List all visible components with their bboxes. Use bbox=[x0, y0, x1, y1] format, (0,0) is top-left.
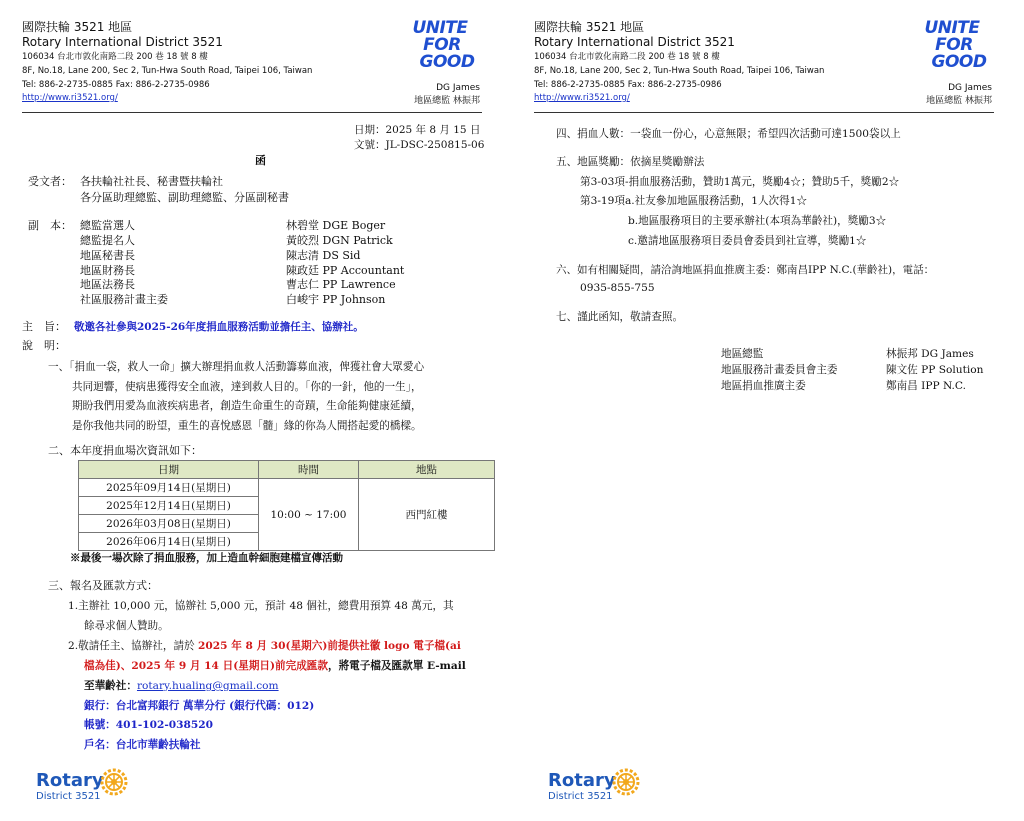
unite-for-good-logo bbox=[907, 20, 997, 71]
logo-line: UNITE bbox=[412, 18, 468, 38]
account-name: 戶名：台北市華齡扶輪社 bbox=[84, 739, 201, 751]
signature-title: 地區總監 bbox=[721, 348, 764, 360]
governor-block bbox=[926, 82, 992, 108]
cc-name: 陳政廷 PP Accountant bbox=[286, 264, 405, 277]
column-header-time: 時間 bbox=[259, 461, 359, 479]
address-cn: 106034 台北市敦化南路二段 200 巷 18 號 8 樓 bbox=[534, 52, 720, 62]
section-1-line: 共同迴響，使病患獲得安全血液，達到救人目的。「你的一針，他的一生」， bbox=[72, 380, 422, 393]
section-1 bbox=[48, 358, 424, 436]
section-1-line: 是你我他共同的盼望，重生的喜悅感恩「髓」緣的你為人間搭起愛的橋樑。 bbox=[72, 419, 422, 432]
tel-fax: Tel: 886-2-2735-0885 Fax: 886-2-2735-0986 bbox=[534, 80, 722, 90]
section-5-line-3: b.地區服務項目的主要承辦社(本項為華齡社)，獎勵3☆ bbox=[628, 215, 887, 227]
section-3-item-1: 1.主辦社 10,000 元，協辦社 5,000 元，預計 48 個社，總費用預算 48 萬元，其 bbox=[68, 600, 454, 612]
email-link[interactable]: rotary.hualing@gmail.com bbox=[136, 680, 279, 692]
page-gap bbox=[506, 0, 518, 821]
tel-fax: Tel: 886-2-2735-0885 Fax: 886-2-2735-0986 bbox=[22, 80, 210, 90]
org-name-en: Rotary International District 3521 bbox=[534, 35, 735, 49]
header-divider bbox=[22, 112, 482, 113]
cc-name: 曹志仁 PP Lawrence bbox=[286, 278, 396, 291]
website-link[interactable]: http://www.ri3521.org/ bbox=[22, 93, 118, 103]
table-row bbox=[79, 479, 495, 497]
cc-label: 副 本： bbox=[28, 219, 72, 232]
section-2-title: 二、本年度捐血場次資訊如下： bbox=[48, 444, 202, 457]
cc-name: 陳志清 DS Sid bbox=[286, 249, 361, 262]
section-3-email-line bbox=[84, 678, 279, 694]
org-name-en: Rotary International District 3521 bbox=[22, 35, 223, 49]
schedule-note: ※最後一場次除了捐血服務，加上造血幹細胞建檔宣傳活動 bbox=[70, 552, 343, 564]
section-1-line: 期盼我們用愛為血液疾病患者，創造生命重生的奇蹟，生命能夠健康延續， bbox=[72, 400, 422, 412]
signature-name: 陳文佐 PP Solution bbox=[886, 364, 984, 376]
column-header-date: 日期 bbox=[79, 461, 259, 479]
section-6-line-1: 六、如有相關疑問，請洽詢地區捐血推廣主委：鄭南昌IPP N.C.(華齡社)，電話： bbox=[556, 264, 935, 276]
section-3-item-1-cont: 餘尋求個人贊助。 bbox=[84, 620, 169, 632]
time-cell: 10:00 ~ 17:00 bbox=[259, 479, 359, 551]
item-2-email-instruction: ，將電子檔及匯款單 E-mail bbox=[327, 660, 466, 672]
governor-block bbox=[414, 82, 480, 108]
address-en: 8F, No.18, Lane 200, Sec 2, Tun-Hwa South Road, Taipei 106, Taiwan bbox=[22, 66, 313, 76]
signature-title: 地區服務計畫委員會主委 bbox=[721, 364, 838, 376]
item-2-plain: 2.敬請任主、協辦社，請於 bbox=[68, 640, 199, 652]
logo-line: FOR bbox=[423, 35, 461, 55]
signature-name: 林振邦 DG James bbox=[886, 348, 974, 360]
explain-label: 說 明： bbox=[22, 339, 66, 352]
letter-type: 函 bbox=[255, 154, 266, 167]
doc-number: 文號：JL-DSC-250815-06 bbox=[354, 139, 485, 151]
logo-line: FOR bbox=[935, 35, 973, 55]
logo-line: GOOD bbox=[419, 52, 475, 72]
doc-date: 日期：2025 年 8 月 15 日 bbox=[354, 124, 481, 136]
section-5-line-4: c.邀請地區服務項目委員會委員到社宣導，獎勵1☆ bbox=[628, 235, 867, 247]
cc-role: 總監提名人 bbox=[80, 234, 135, 247]
section-5-line-1: 第3-03項-捐血服務活動，贊助1萬元，獎勵4☆；贊助5千，獎勵2☆ bbox=[580, 176, 900, 188]
recipients-line-1: 各扶輪社社長、秘書暨扶輪社 bbox=[80, 175, 223, 188]
date-cell: 2026年06月14日(星期日) bbox=[79, 533, 259, 551]
governor-name-en: DG James bbox=[948, 83, 992, 93]
date-cell: 2025年12月14日(星期日) bbox=[79, 497, 259, 515]
cc-name: 林碧堂 DGE Boger bbox=[286, 219, 386, 232]
header-divider bbox=[534, 112, 994, 113]
logo-line: UNITE bbox=[924, 18, 980, 38]
section-1-line: 一、「捐血一袋，救人一命」擴大辦理捐血救人活動籌募血液，俾獲社會大眾愛心 bbox=[48, 361, 425, 373]
cc-name: 黃皎烈 DGN Patrick bbox=[286, 234, 393, 247]
governor-name-cn: 地區總監 林振邦 bbox=[414, 96, 480, 106]
address-cn: 106034 台北市敦化南路二段 200 巷 18 號 8 樓 bbox=[22, 52, 208, 62]
email-recipient-label: 至華齡社： bbox=[84, 680, 137, 692]
letterhead bbox=[22, 20, 482, 104]
rotary-wheel-icon bbox=[611, 767, 641, 797]
org-name-cn: 國際扶輪 3521 地區 bbox=[534, 20, 645, 34]
section-5-title: 五、地區獎勵：依摘星獎勵辦法 bbox=[556, 156, 705, 168]
letterhead bbox=[534, 20, 994, 104]
governor-name-en: DG James bbox=[436, 83, 480, 93]
donation-schedule-table bbox=[78, 460, 495, 551]
rotary-district: District 3521 bbox=[36, 791, 101, 802]
item-2-deadline-logo: 2025 年 8 月 30(星期六)前提供社徽 logo 電子檔(ai bbox=[198, 640, 461, 652]
date-cell: 2025年09月14日(星期日) bbox=[79, 479, 259, 497]
recipients-line-2: 各分區助理總監、副助理總監、分區副秘書 bbox=[80, 191, 289, 204]
bank-info: 銀行：台北富邦銀行 萬華分行 (銀行代碼：012) bbox=[84, 700, 315, 712]
rotary-footer-logo bbox=[36, 770, 104, 802]
section-5-line-2: 第3-19項a.社友參加地區服務活動，1人次得1☆ bbox=[580, 195, 808, 207]
cc-role: 地區法務長 bbox=[80, 278, 135, 291]
rotary-wordmark: Rotary bbox=[36, 770, 104, 791]
place-cell: 西門紅樓 bbox=[359, 479, 495, 551]
cc-role: 地區財務長 bbox=[80, 264, 135, 277]
rotary-footer-logo bbox=[548, 770, 616, 802]
logo-line: GOOD bbox=[931, 52, 987, 72]
rotary-wheel-icon bbox=[99, 767, 129, 797]
rotary-district: District 3521 bbox=[548, 791, 613, 802]
cc-role: 社區服務計畫主委 bbox=[80, 293, 168, 306]
website-link[interactable]: http://www.ri3521.org/ bbox=[534, 93, 630, 103]
section-3-item-2-cont bbox=[84, 658, 466, 674]
column-header-place: 地點 bbox=[359, 461, 495, 479]
section-6-phone: 0935-855-755 bbox=[580, 282, 655, 294]
account-number: 帳號：401-102-038520 bbox=[84, 719, 214, 731]
table-header-row bbox=[79, 461, 495, 479]
item-2-deadline-payment: 檔為佳)、2025 年 9 月 14 日(星期日)前完成匯款 bbox=[84, 660, 328, 672]
doc-meta bbox=[354, 123, 484, 153]
recipients-label: 受文者： bbox=[28, 175, 72, 188]
cc-role: 地區秘書長 bbox=[80, 249, 135, 262]
signature-title: 地區捐血推廣主委 bbox=[721, 380, 806, 392]
rotary-wordmark: Rotary bbox=[548, 770, 616, 791]
address-en: 8F, No.18, Lane 200, Sec 2, Tun-Hwa South Road, Taipei 106, Taiwan bbox=[534, 66, 825, 76]
section-3-item-2 bbox=[68, 638, 461, 654]
cc-role: 總監當選人 bbox=[80, 219, 135, 232]
unite-for-good-logo bbox=[395, 20, 485, 71]
cc-name: 白峻宇 PP Johnson bbox=[286, 293, 386, 306]
subject-text: 敬邀各社參與2025-26年度捐血服務活動並擔任主、協辦社。 bbox=[74, 321, 364, 333]
section-7: 七、謹此函知，敬請查照。 bbox=[556, 311, 684, 323]
section-4: 四、捐血人數：一袋血一份心，心意無限；希望四次活動可達1500袋以上 bbox=[556, 128, 901, 140]
subject-label: 主 旨： bbox=[22, 320, 66, 333]
governor-name-cn: 地區總監 林振邦 bbox=[926, 96, 992, 106]
signature-name: 鄭南昌 IPP N.C. bbox=[886, 380, 967, 392]
date-cell: 2026年03月08日(星期日) bbox=[79, 515, 259, 533]
org-name-cn: 國際扶輪 3521 地區 bbox=[22, 20, 133, 34]
document-page-2 bbox=[512, 0, 1024, 821]
section-3-title: 三、報名及匯款方式： bbox=[48, 579, 158, 592]
